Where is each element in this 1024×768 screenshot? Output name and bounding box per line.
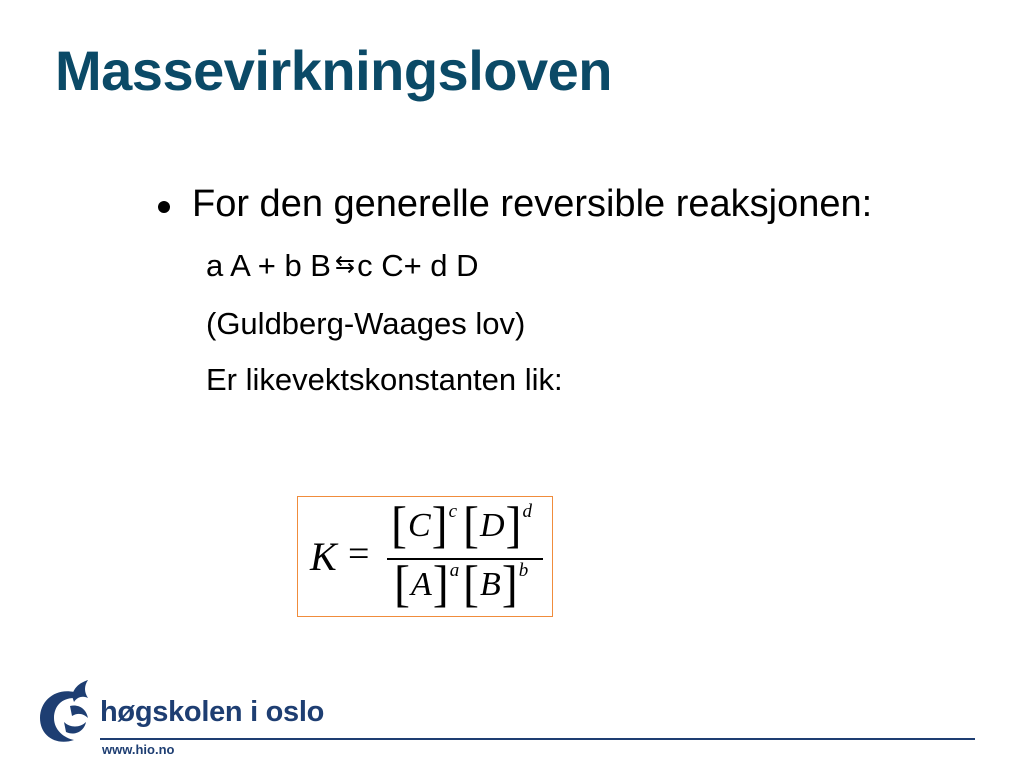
logo-url: www.hio.no [102,742,175,757]
logo-name: høgskolen i oslo [100,696,324,728]
numerator-term-c: [ C ] c [391,497,458,554]
equation-equals: = [348,533,370,575]
exponent: d [522,501,533,522]
reaction-products: c C+ d D [357,248,479,283]
slide-title: Massevirkningsloven [55,39,612,102]
reaction-reactants: a A + b B [206,248,331,283]
bullet-item [158,183,872,226]
species: D [479,507,505,544]
bullet-text: For den generelle reversible reaksjonen: [192,183,873,225]
exponent: a [449,560,460,581]
equilibrium-arrows-icon: ⇆ [334,250,356,278]
reaction-line [206,248,479,284]
law-name: (Guldberg-Waages lov) [206,306,526,341]
equilibrium-text: Er likevektskonstanten lik: [206,362,563,397]
species: C [407,507,431,544]
denominator-term-b: [ B ] b [463,556,529,613]
equation-lhs: K [310,534,337,579]
species: B [479,566,501,603]
bullet-dot-icon [158,201,170,213]
equilibrium-constant-equation [297,496,553,617]
exponent: c [448,501,458,522]
exponent: b [518,560,529,581]
numerator-term-d: [ D ] d [463,497,533,554]
hio-logo-icon [34,678,100,750]
footer-divider [100,738,975,740]
denominator-term-a: [ A ] a [394,556,460,613]
species: A [410,566,432,603]
